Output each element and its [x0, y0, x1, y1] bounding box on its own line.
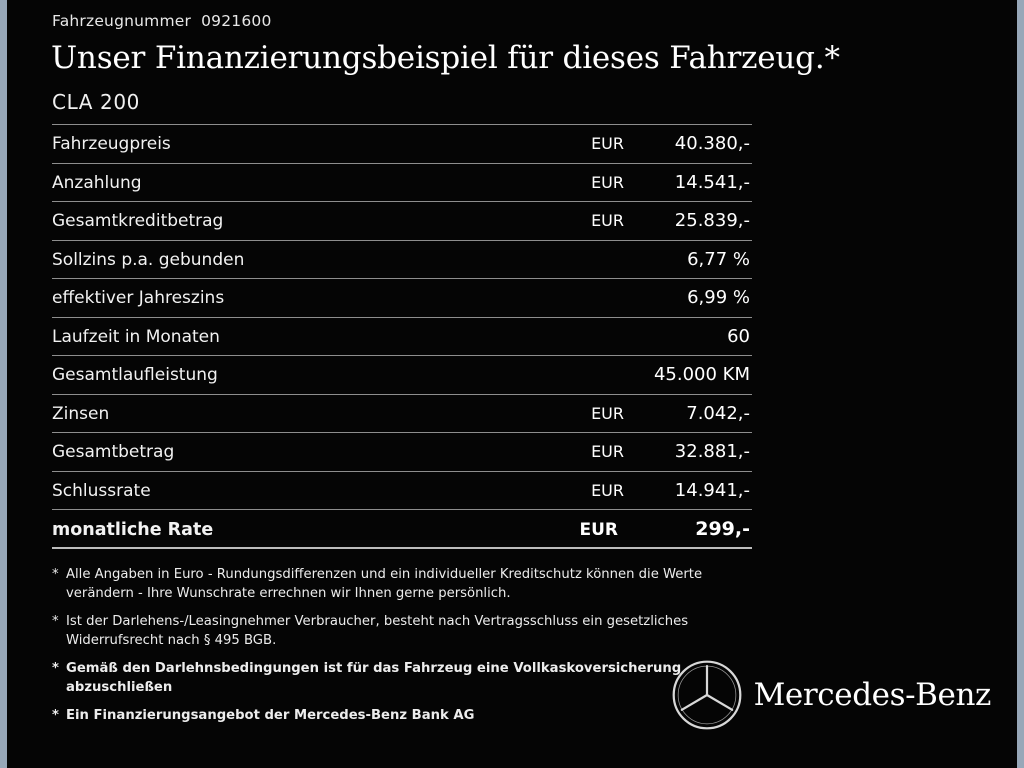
table-row-monthly-rate [52, 510, 752, 549]
footnote-text: Ein Finanzierungsangebot der Mercedes-Benz Bank AG [66, 708, 475, 724]
table-row [52, 472, 752, 511]
table-row [52, 164, 752, 203]
row-currency: EUR [591, 480, 624, 500]
row-amount: 6,77 % [687, 248, 750, 270]
row-currency: EUR [591, 134, 624, 153]
vehicle-number-label: Fahrzeugnummer [52, 12, 192, 30]
row-amount: 14.941,- [674, 479, 750, 501]
vehicle-number-value: 0921600 [201, 12, 272, 30]
footnote-item [52, 565, 772, 603]
row-amount: 25.839,- [674, 210, 750, 231]
row-value [591, 472, 750, 510]
financing-table [52, 124, 752, 549]
footnotes [52, 565, 772, 726]
table-row [52, 395, 752, 434]
row-currency: EUR [591, 442, 624, 461]
row-label: Schlussrate [52, 480, 151, 501]
footnote-marker: * [52, 566, 59, 582]
row-amount: 14.541,- [674, 171, 750, 193]
row-value [591, 395, 750, 433]
row-value [591, 125, 750, 163]
table-row [52, 202, 752, 241]
vehicle-number [52, 12, 977, 30]
mercedes-star-icon [670, 658, 744, 732]
footnote-item [52, 659, 772, 697]
row-amount: 45.000 KM [653, 364, 750, 385]
row-label: Gesamtlaufleistung [52, 365, 218, 385]
footnote-marker: * [52, 613, 59, 629]
row-label: Laufzeit in Monaten [52, 326, 220, 347]
table-row [52, 241, 752, 280]
row-label: Sollzins p.a. gebunden [52, 249, 245, 270]
row-amount: 6,99 % [687, 287, 750, 308]
row-currency: EUR [591, 211, 624, 230]
row-amount: 40.380,- [674, 133, 750, 154]
row-label: Gesamtbetrag [52, 442, 175, 462]
page-title: Unser Finanzierungsbeispiel für dieses Fahrzeug.* [51, 40, 840, 76]
table-row [52, 318, 752, 357]
row-value [624, 279, 750, 317]
row-value [624, 356, 750, 394]
row-label: monatliche Rate [52, 520, 214, 540]
row-amount: 60 [727, 325, 750, 347]
footnote-item [52, 612, 772, 650]
footnote-text: Gemäß den Darlehnsbedingungen ist für das Fahrzeug eine Vollkaskoversicherung abzuschließen [66, 661, 682, 696]
brand-wordmark: Mercedes-Benz [753, 677, 991, 713]
row-label: Anzahlung [52, 172, 142, 193]
footnote-text: Alle Angaben in Euro - Rundungsdifferenzen und ein individueller Kreditschutz können die Werte verändern - Ihre Wunschrate errechnen wir Ihnen gerne persönlich. [66, 566, 703, 601]
table-row [52, 356, 752, 395]
footnote-item [52, 706, 772, 725]
row-amount: 299,- [695, 518, 750, 540]
row-label: Zinsen [52, 403, 110, 424]
table-row [52, 125, 752, 164]
row-amount: 32.881,- [674, 441, 750, 462]
table-row [52, 279, 752, 318]
row-currency: EUR [591, 403, 624, 423]
row-currency: EUR [579, 520, 618, 540]
page-content [7, 0, 1017, 768]
row-value [591, 202, 750, 240]
row-label: Gesamtkreditbetrag [52, 211, 224, 231]
row-value [579, 510, 750, 549]
row-label: Fahrzeugpreis [52, 134, 171, 154]
brand-logo [670, 658, 991, 732]
row-amount: 7.042,- [686, 402, 750, 424]
row-label: effektiver Jahreszins [52, 288, 225, 308]
footnote-marker: * [52, 661, 59, 677]
model-name: CLA 200 [52, 90, 140, 114]
row-value [624, 241, 750, 279]
footnote-marker: * [52, 708, 59, 724]
row-value [624, 318, 750, 356]
footnote-text: Ist der Darlehens-/Leasingnehmer Verbraucher, besteht nach Vertragsschluss ein gesetzliches Widerrufsrecht nach § 495 BGB. [66, 613, 689, 648]
table-row [52, 433, 752, 472]
row-currency: EUR [591, 172, 624, 192]
row-value [591, 433, 750, 471]
row-value [591, 164, 750, 202]
